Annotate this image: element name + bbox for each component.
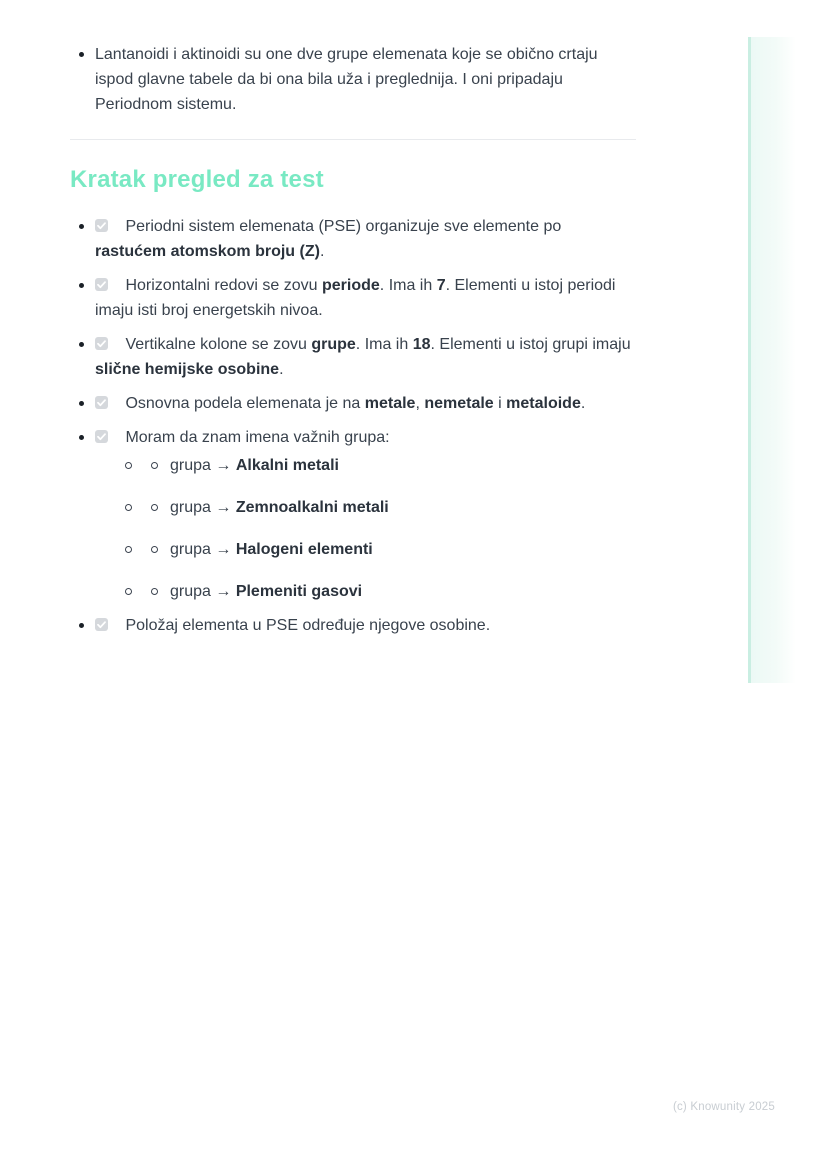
bullet-dot-icon [79,623,84,628]
circle-bullet-icon [151,546,158,553]
text-segment-bold: rastućem atomskom broju (Z) [95,243,320,260]
item-text [95,336,631,378]
checklist-item [70,273,636,323]
text-segment: . Elementi u istoj periodi imaju isti broj energetskih nivoa. [95,277,616,319]
circle-bullet-icon [125,462,132,469]
group-name: Alkalni metali [235,457,339,474]
text-segment: Položaj elementa u PSE određuje njegove osobine. [125,617,491,634]
text-segment: . [279,361,284,378]
side-accent-strip [748,37,796,683]
item-text [125,429,389,446]
text-segment-bold: grupe [311,336,356,353]
text-segment: Periodni sistem elemenata (PSE) organizuje sve elemente po [125,218,562,235]
group-prefix: grupa → [170,541,236,558]
item-text [125,617,490,634]
item-text [95,218,561,260]
text-segment-bold: 18 [412,336,431,353]
checklist-item [70,391,636,416]
group-name: Halogeni elementi [235,541,373,558]
group-prefix: grupa → [170,499,236,516]
checkbox-checked-icon [95,215,108,228]
circle-bullet-icon [125,588,132,595]
text-segment-bold: slične hemijske osobine [95,361,280,378]
group-name: Plemeniti gasovi [235,583,363,600]
checklist-item [70,613,636,638]
text-segment: i [493,395,507,412]
text-segment: Horizontalni redovi se zovu [125,277,322,294]
item-text [125,395,585,412]
checklist-item [70,425,636,604]
text-segment-bold: metale [364,395,416,412]
bullet-dot-icon [79,52,84,57]
text-segment: . [319,243,325,260]
text-segment-bold: nemetale [424,395,494,412]
page-content [70,30,636,647]
intro-list [70,42,636,117]
group-sub-item [95,495,636,520]
item-text [95,277,615,319]
checkbox-checked-icon [95,333,108,346]
text-segment: Vertikalne kolone se zovu [125,336,312,353]
group-sub-item [95,453,636,478]
checklist-item [70,332,636,382]
text-segment: Moram da znam imena važnih grupa: [125,429,390,446]
group-sub-item [95,537,636,562]
text-segment: . Elementi u istoj grupi imaju [430,336,631,353]
bullet-dot-icon [79,435,84,440]
bullet-dot-icon [79,342,84,347]
bullet-dot-icon [79,283,84,288]
text-segment: . Ima ih [355,336,413,353]
checkbox-checked-icon [95,426,108,439]
list-item [70,42,636,117]
group-sub-list [95,453,636,604]
circle-bullet-icon [125,504,132,511]
circle-bullet-icon [125,546,132,553]
checkbox-checked-icon [95,392,108,405]
section-heading: Kratak pregled za test [70,166,324,193]
checklist-item [70,214,636,264]
text-segment: . [580,395,586,412]
text-segment: Osnovna podela elemenata je na [125,395,365,412]
group-sub-item [95,579,636,604]
circle-bullet-icon [151,504,158,511]
copyright-footer: (c) Knowunity 2025 [672,1101,775,1113]
text-segment-bold: 7 [436,277,446,294]
checkbox-checked-icon [95,274,108,287]
group-prefix: grupa → [170,583,236,600]
text-segment-bold: periode [322,277,380,294]
text-segment: , [415,395,425,412]
section-divider [70,139,636,140]
circle-bullet-icon [151,462,158,469]
intro-text: Lantanoidi i aktinoidi su one dve grupe elemenata koje se obično crtaju ispod glavne tabele da bi ona bila uža i preglednija. I oni pripadaju Periodnom sistemu. [95,46,598,113]
bullet-dot-icon [79,401,84,406]
circle-bullet-icon [151,588,158,595]
text-segment: . Ima ih [379,277,437,294]
text-segment-bold: metaloide [506,395,581,412]
checkbox-checked-icon [95,614,108,627]
group-prefix: grupa → [170,457,236,474]
group-name: Zemnoalkalni metali [235,499,389,516]
checklist [70,214,636,638]
bullet-dot-icon [79,224,84,229]
